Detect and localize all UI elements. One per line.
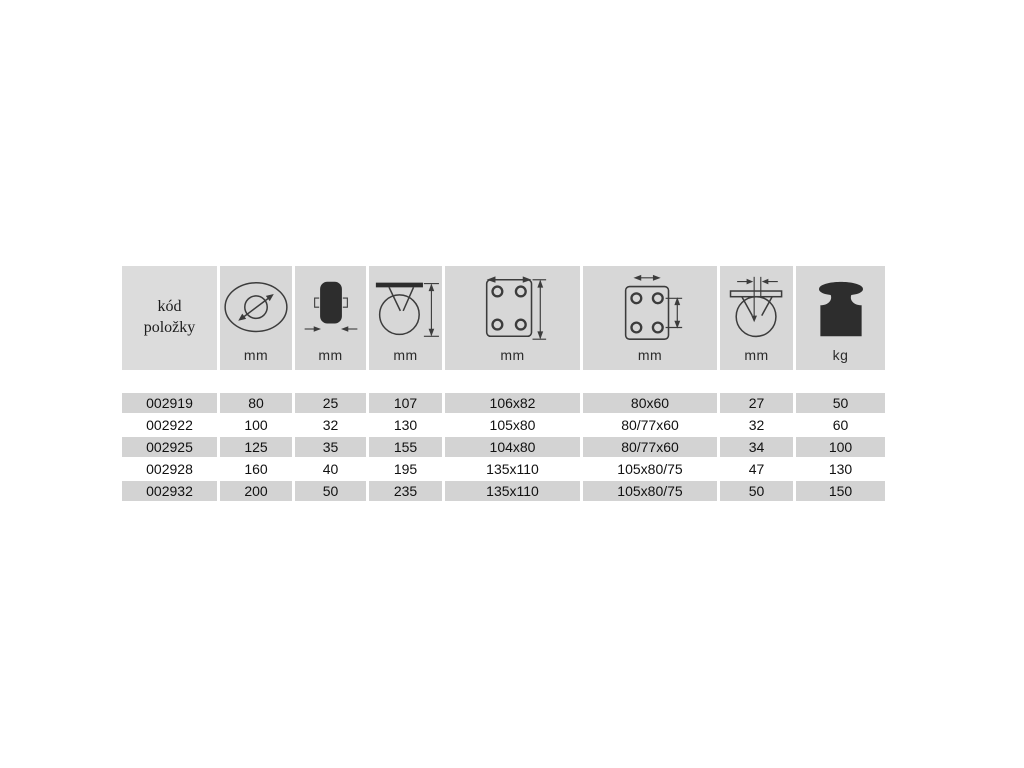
cell-item-code: 002925 [122,437,217,457]
cell-wheel-width: 40 [322,461,339,477]
unit-label: mm [393,347,418,363]
cell-hole-spacing: 80/77x60 [621,417,679,433]
header-cell-load-capacity [796,266,885,370]
cell-item-code: 002919 [122,393,217,413]
cell-hole-spacing: 105x80/75 [583,481,717,501]
cell-swivel-offset: 27 [720,393,793,413]
wheel-diameter-icon [220,266,292,347]
table-body [122,393,888,501]
unit-label: mm [243,347,269,363]
cell-load-capacity: 150 [796,481,885,501]
cell-load-capacity: 60 [832,417,849,433]
cell-wheel-diameter: 200 [220,481,292,501]
unit-label: mm [318,347,343,363]
cell-item-code: 002922 [146,417,193,433]
header-cell-wheel-diameter [220,266,292,370]
header-cell-code [122,266,217,370]
cell-wheel-diameter: 100 [244,417,268,433]
cell-hole-spacing: 105x80/75 [617,461,683,477]
cell-plate-size: 106x82 [445,393,580,413]
header-cell-wheel-width [295,266,366,370]
table-row [122,437,888,457]
table-row [122,415,888,435]
hole-spacing-icon [583,266,717,347]
table-header [122,266,888,370]
cell-wheel-diameter: 80 [220,393,292,413]
header-cell-hole-spacing [583,266,717,370]
cell-caster-height: 235 [369,481,442,501]
cell-load-capacity: 100 [796,437,885,457]
swivel-offset-icon [720,266,793,347]
cell-swivel-offset: 47 [748,461,765,477]
unit-label: mm [500,347,525,363]
caster-spec-table [122,266,888,501]
cell-wheel-width: 50 [295,481,366,501]
table-row [122,393,888,413]
cell-load-capacity: 130 [828,461,853,477]
unit-label: mm [744,347,769,363]
cell-hole-spacing: 80/77x60 [583,437,717,457]
unit-label: kg [832,347,849,363]
code-column-label-line1: kód [157,298,182,316]
cell-wheel-width: 25 [295,393,366,413]
cell-swivel-offset: 32 [748,417,765,433]
table-row [122,481,888,501]
cell-caster-height: 107 [369,393,442,413]
weight-icon [796,266,885,347]
cell-wheel-diameter: 125 [220,437,292,457]
cell-plate-size: 104x80 [445,437,580,457]
caster-height-icon [369,266,442,347]
table-row [122,459,888,479]
header-cell-swivel-offset [720,266,793,370]
cell-plate-size: 135x110 [445,481,580,501]
cell-wheel-width: 35 [295,437,366,457]
plate-size-icon [445,266,580,347]
cell-plate-size: 135x110 [486,461,539,477]
code-column-label-line2: položky [143,319,196,336]
cell-item-code: 002928 [146,461,193,477]
cell-wheel-diameter: 160 [244,461,268,477]
cell-caster-height: 155 [369,437,442,457]
cell-wheel-width: 32 [322,417,339,433]
cell-caster-height: 130 [393,417,418,433]
wheel-width-icon [295,266,366,347]
cell-plate-size: 105x80 [489,417,536,433]
header-cell-plate-size [445,266,580,370]
cell-swivel-offset: 34 [720,437,793,457]
unit-label: mm [637,347,663,363]
cell-item-code: 002932 [122,481,217,501]
cell-caster-height: 195 [393,461,418,477]
cell-hole-spacing: 80x60 [583,393,717,413]
header-cell-caster-height [369,266,442,370]
cell-load-capacity: 50 [796,393,885,413]
cell-swivel-offset: 50 [720,481,793,501]
